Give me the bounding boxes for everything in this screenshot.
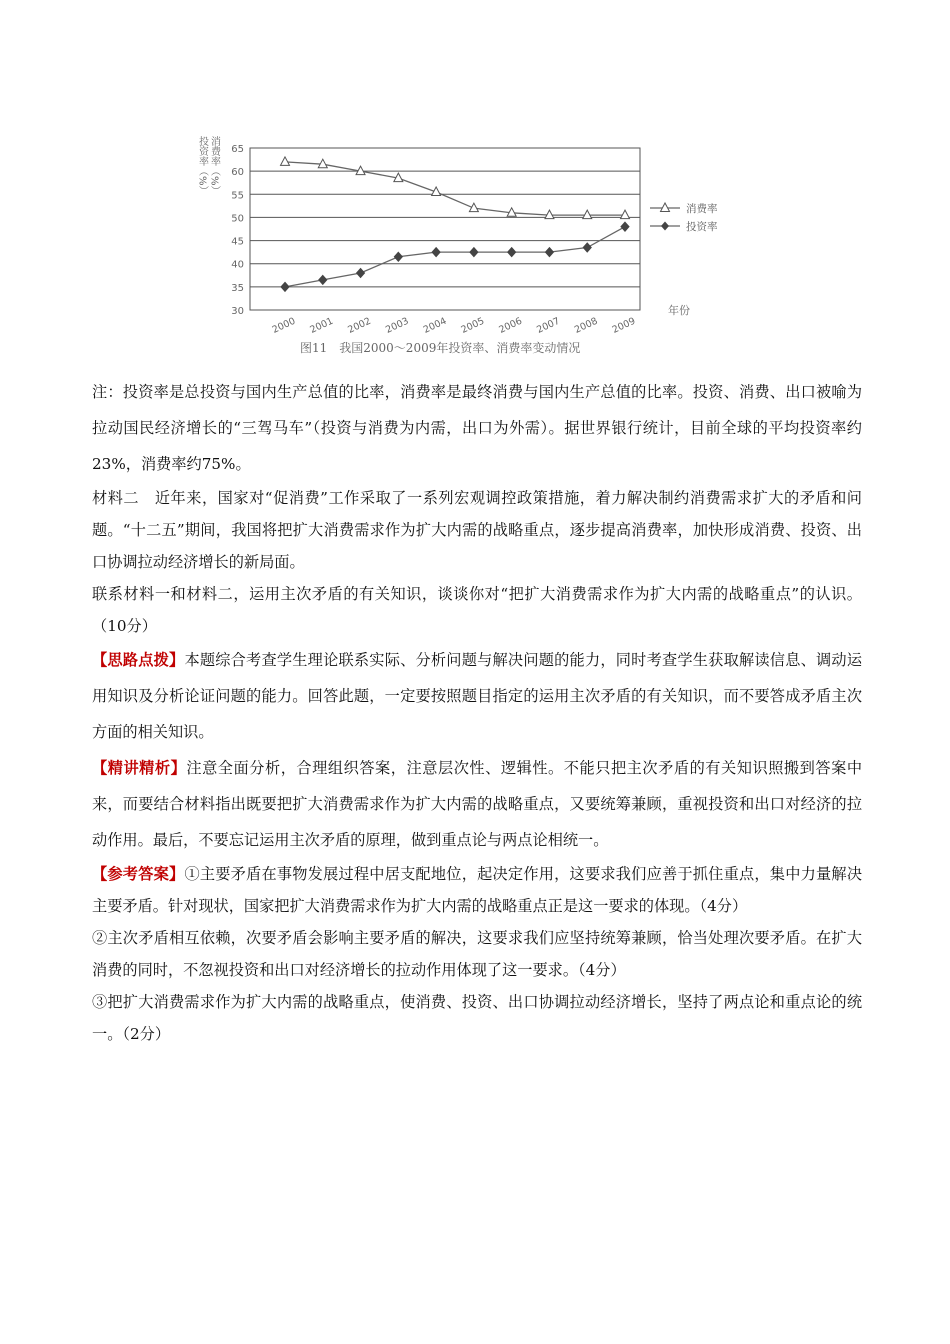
note-paragraph: 注：投资率是总投资与国内生产总值的比率，消费率是最终消费与国内生产总值的比率。投资、消费、出口被喻为拉动国民经济增长的“三驾马车”（投资与消费为内需，出口为外需）。据世界银行统计，目前全球的平均投资率约23%，消费率约75%。 (92, 383, 862, 473)
consumption-point (621, 210, 630, 219)
chart-series (281, 157, 630, 291)
answer-tag: 【参考答案】 (92, 865, 185, 883)
answer-point-3: ③把扩大消费需求作为扩大内需的战略重点，使消费、投资、出口协调拉动经济增长，坚持了两点论和重点论的统一。（2分） (92, 993, 862, 1043)
y-tick-label: 60 (231, 167, 244, 179)
y-axis-label-left: 投资率（%） (196, 136, 208, 196)
x-tick-labels (271, 316, 638, 336)
x-tick-label: 2007 (535, 315, 562, 336)
x-tick-label: 2005 (459, 315, 487, 336)
investment-point (394, 252, 402, 261)
y-tick-labels (231, 144, 244, 317)
legend-marker-triangle (661, 203, 670, 212)
x-tick-label: 2009 (610, 315, 638, 336)
line-chart (180, 128, 718, 360)
y-tick-label: 35 (231, 282, 244, 294)
x-tick-label: 2001 (308, 315, 336, 336)
y-tick-label: 50 (231, 213, 244, 225)
x-tick-label: 2002 (346, 315, 373, 336)
plot-frame (250, 148, 640, 310)
x-axis-label: 年份 (668, 304, 690, 317)
document-body (92, 374, 862, 1050)
investment-point (281, 282, 289, 291)
hint-paragraph (92, 642, 862, 750)
analysis-paragraph (92, 750, 862, 858)
y-tick-label: 40 (231, 259, 244, 271)
chart-grid (250, 148, 640, 310)
x-tick-label: 2003 (383, 315, 411, 336)
consumption-point (583, 210, 592, 219)
chart-title: 图11 我国2000～2009年投资率、消费率变动情况 (300, 341, 581, 355)
answer-point-2: ②主次矛盾相互依赖，次要矛盾会影响主要矛盾的解决，这要求我们应坚持统筹兼顾，恰当处理次要矛盾。在扩大消费的同时，不忽视投资和出口对经济增长的拉动作用体现了这一要求。（4分） (92, 929, 862, 979)
series-line-investment (285, 227, 625, 287)
analysis-tag: 【精讲精析】 (92, 759, 187, 777)
investment-point (583, 243, 591, 252)
x-tick-label: 2006 (497, 315, 524, 336)
x-tick-label: 2008 (572, 315, 600, 336)
y-axis-label-right: 消费率（%） (208, 136, 220, 196)
y-tick-label: 30 (231, 306, 244, 317)
chart-figure (180, 128, 718, 360)
y-tick-label: 55 (231, 190, 244, 202)
hint-tag: 【思路点拨】 (92, 651, 185, 669)
investment-point (621, 222, 629, 231)
investment-point (508, 248, 516, 257)
hint-body: 本题综合考查学生理论联系实际、分析问题与解决问题的能力，同时考查学生获取解读信息、调动运用知识及分析论证问题的能力。回答此题，一定要按照题目指定的运用主次矛盾的有关知识，而不要答成矛盾主次方面的相关知识。 (92, 651, 863, 741)
investment-point (319, 275, 327, 284)
series-line-consumption (285, 162, 625, 215)
investment-point (357, 268, 365, 277)
y-tick-label: 65 (231, 144, 244, 155)
question-paragraph: 联系材料一和材料二，运用主次矛盾的有关知识，谈谈你对“把扩大消费需求作为扩大内需的战略重点”的认识。（10分） (92, 585, 862, 635)
investment-point (545, 248, 553, 257)
analysis-body: 注意全面分析，合理组织答案，注意层次性、逻辑性。不能只把主次矛盾的有关知识照搬到答案中来，而要结合材料指出既要把扩大消费需求作为扩大内需的战略重点，又要统筹兼顾，重视投资和出口对经济的拉动作用。最后，不要忘记运用主次矛盾的原理，做到重点论与两点论相统一。 (92, 759, 863, 849)
x-tick-label: 2004 (421, 315, 449, 336)
answer-paragraph (92, 858, 862, 922)
legend-label: 投资率 (686, 221, 718, 233)
chart-legend (650, 202, 718, 233)
investment-point (470, 248, 478, 257)
answer-point-1: ①主要矛盾在事物发展过程中居支配地位，起决定作用，这要求我们应善于抓住重点，集中力量解决主要矛盾。针对现状，国家把扩大消费需求作为扩大内需的战略重点正是这一要求的体现。（4分） (92, 865, 863, 915)
consumption-point (281, 157, 290, 166)
material-two-paragraph: 材料二 近年来，国家对“促消费”工作采取了一系列宏观调控政策措施，着力解决制约消费需求扩大的矛盾和问题。“十二五”期间，我国将把扩大消费需求作为扩大内需的战略重点，逐步提高消费率，加快形成消费、投资、出口协调拉动经济增长的新局面。 (92, 489, 862, 571)
legend-label: 消费率 (686, 203, 718, 215)
legend-marker-diamond (661, 222, 669, 231)
x-tick-label: 2000 (270, 315, 298, 336)
y-tick-label: 45 (231, 236, 244, 248)
investment-point (432, 248, 440, 257)
